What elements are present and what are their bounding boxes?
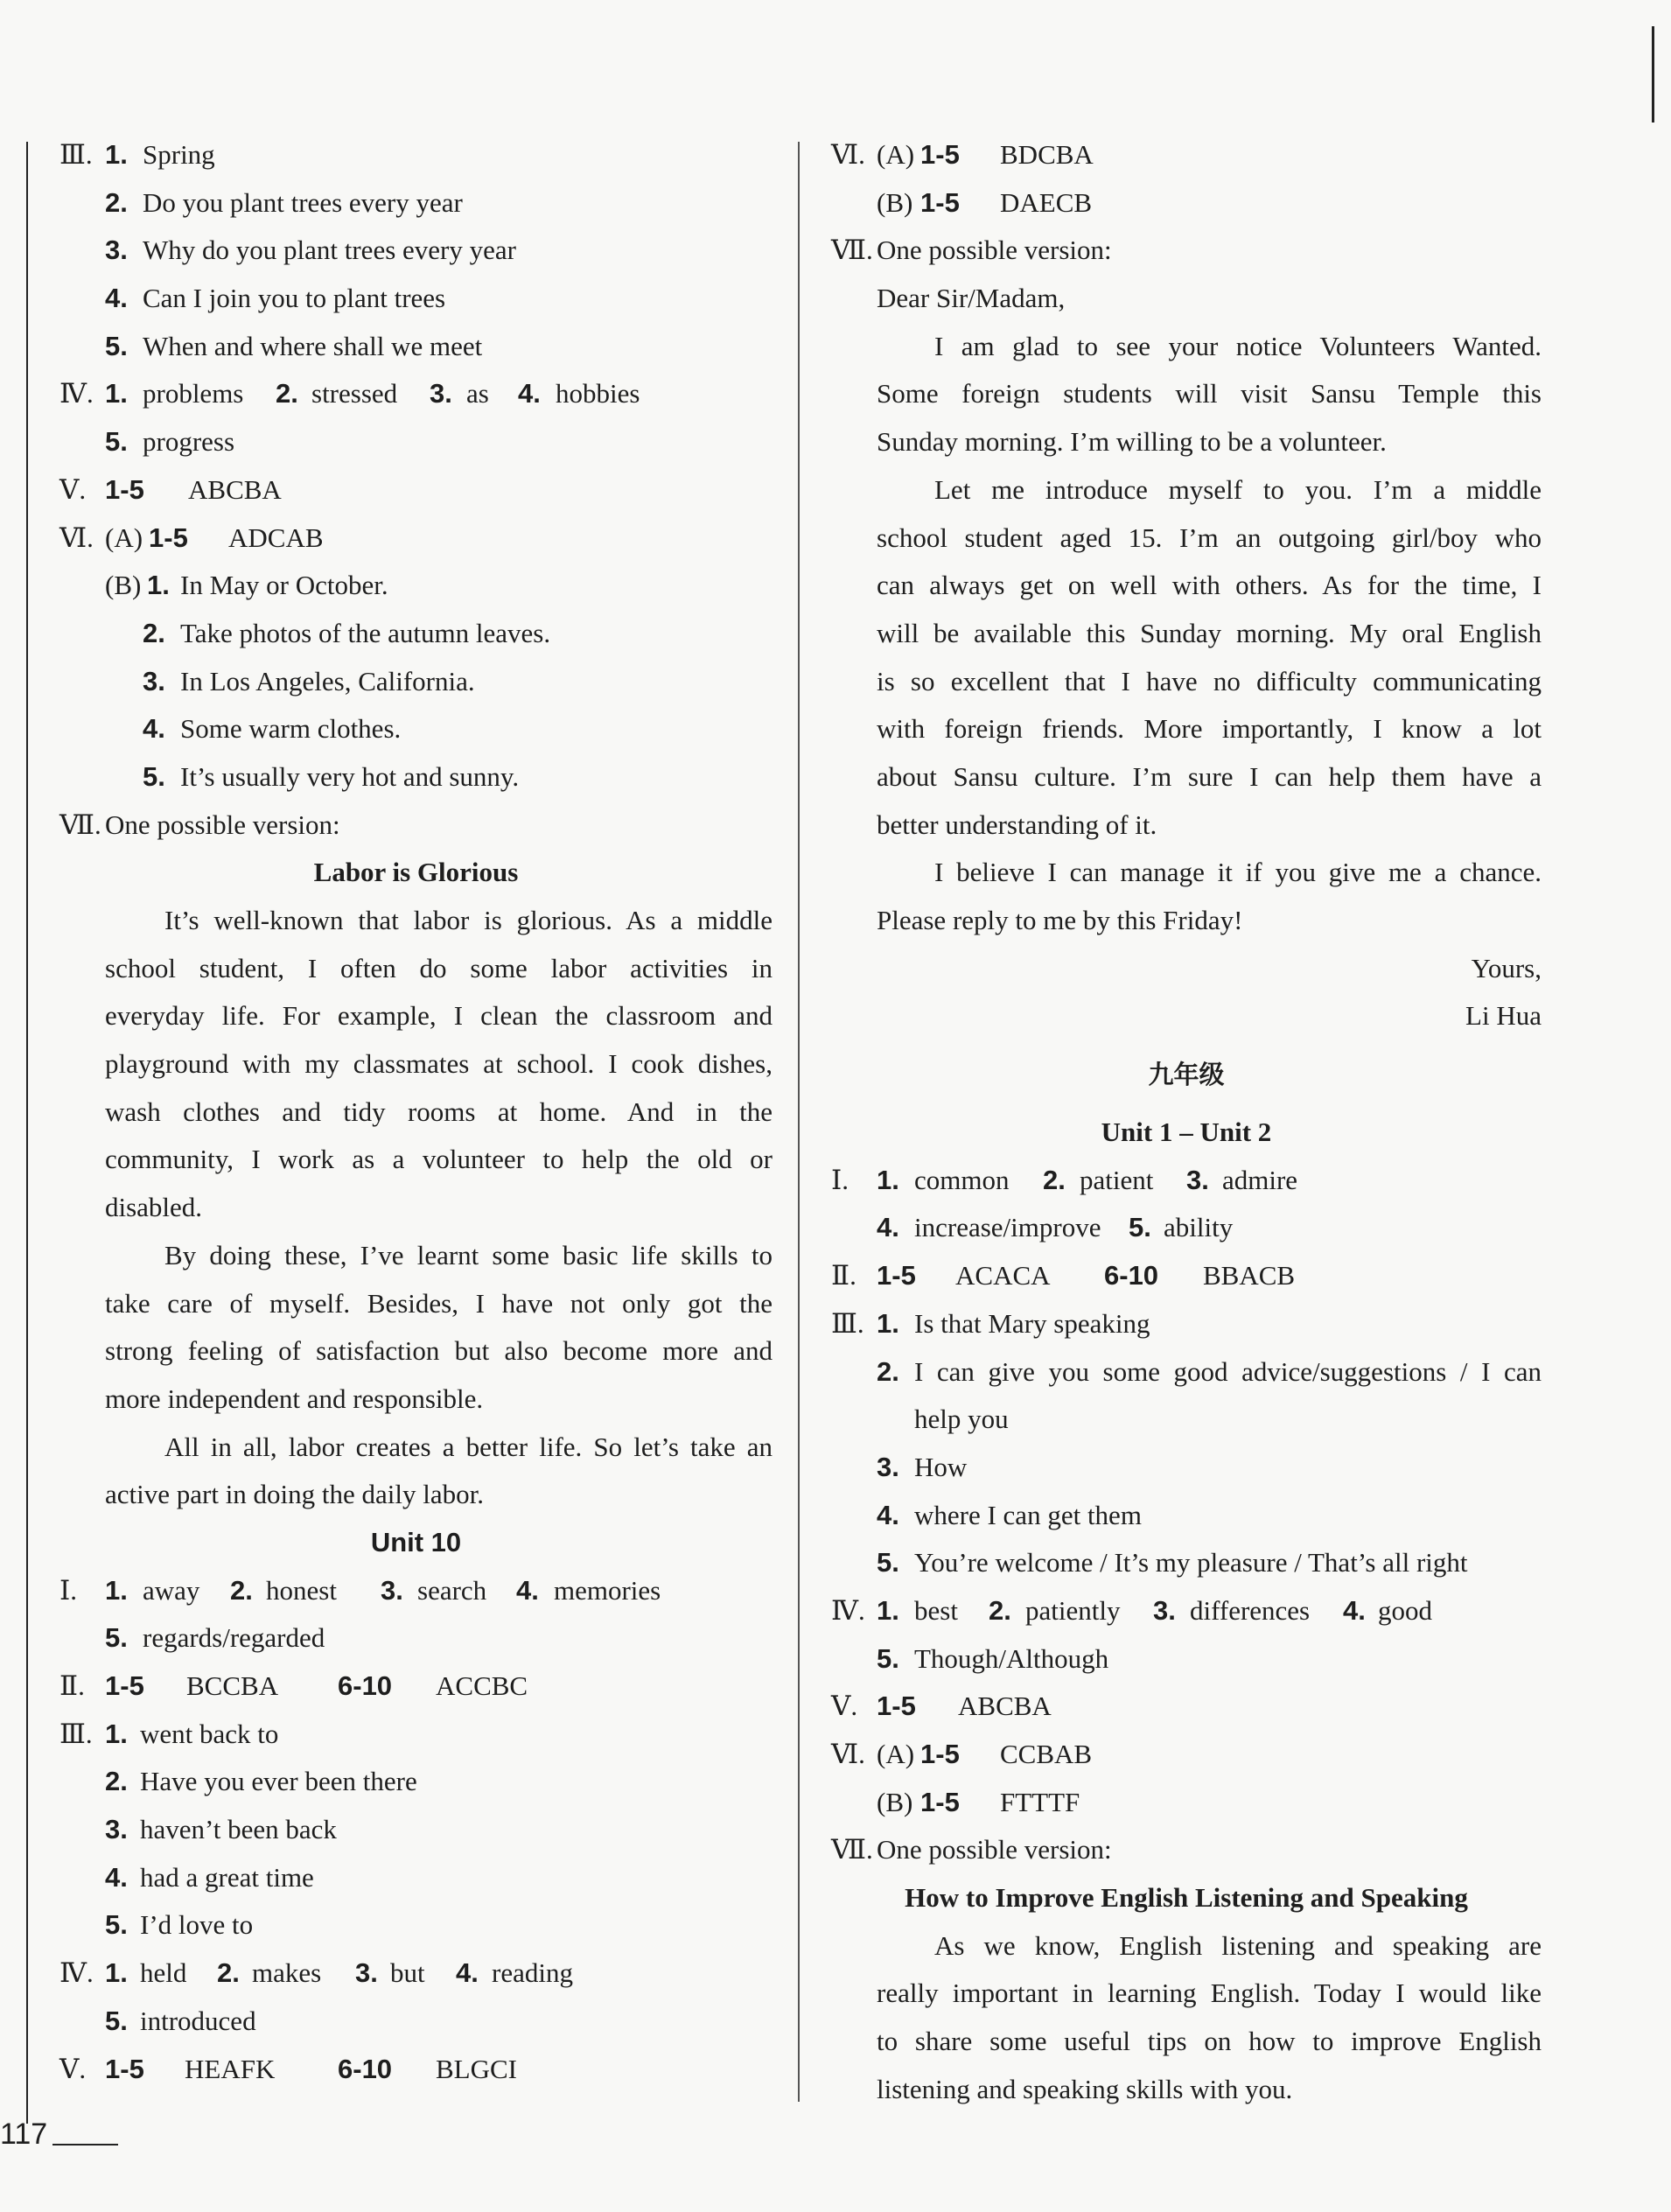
letter-line: about Sansu culture. I’m sure I can help them have a — [877, 760, 1542, 792]
answer-line: Ⅶ. One possible version: — [831, 227, 1542, 275]
answer-line: 4. Some warm clothes. — [143, 713, 402, 745]
answer-line: 5. regards/regarded — [105, 1622, 325, 1654]
essay-line: wash clothes and tidy rooms at home. And in the — [105, 1096, 773, 1127]
answer-line: 3. How — [877, 1451, 968, 1482]
section-numeral: Ⅶ. — [831, 1834, 873, 1866]
essay-line: strong feeling of satisfaction but also become more and — [105, 1335, 773, 1367]
essay-line: to share some useful tips on how to improve English — [877, 2026, 1542, 2057]
column-divider — [798, 142, 800, 2102]
answer-line: 5. Though/Although — [877, 1642, 1109, 1674]
answer-line: help you — [914, 1404, 1009, 1435]
page-number-rule — [52, 2144, 118, 2146]
section-numeral: Ⅶ. — [831, 234, 873, 266]
letter-line: school student aged 15. I’m an outgoing girl/boy who — [877, 522, 1542, 553]
answer-line: Ⅶ. One possible version: — [831, 1826, 1542, 1874]
section-numeral: Ⅲ. — [831, 1307, 864, 1339]
answer-line: (B) 1-5 FTTTF — [877, 1786, 1080, 1817]
letter-salutation: Dear Sir/Madam, — [877, 283, 1066, 314]
answer-line: 5. I’d love to — [105, 1909, 254, 1941]
answer-line: Ⅵ. (A) 1-5 ADCAB — [59, 514, 773, 563]
letter-line: with foreign friends. More importantly, I know a lot — [877, 713, 1542, 745]
answer-line: Ⅳ. 1. best 2. patiently 3. differences 4. good — [831, 1587, 1542, 1635]
essay-line: All in all, labor creates a better life. So let’s take an — [164, 1431, 773, 1462]
answer-line: 3. Why do you plant trees every year — [105, 234, 516, 266]
section-numeral: Ⅰ. — [831, 1164, 849, 1195]
answer-line: Ⅰ. 1. common 2. patient 3. admire — [831, 1157, 1542, 1205]
section-numeral: Ⅴ. — [831, 1690, 858, 1722]
essay-line: take care of myself. Besides, I have not only got the — [105, 1287, 773, 1319]
answer-line: Ⅳ. 1. problems 2. stressed 3. as 4. hobbies — [59, 370, 773, 418]
section-numeral: Ⅵ. — [831, 1739, 865, 1769]
section-numeral: Ⅵ. — [59, 522, 94, 553]
letter-line: Some foreign students will visit Sansu Temple this — [877, 378, 1542, 410]
answer-line: 3. In Los Angeles, California. — [143, 665, 475, 696]
answer-line: Ⅵ. (A) 1-5 CCBAB — [831, 1731, 1542, 1779]
letter-line: I believe I can manage it if you give me a chance. — [934, 857, 1542, 888]
unit-title: Unit 1 – Unit 2 — [1101, 1116, 1272, 1148]
section-numeral: Ⅶ. — [59, 808, 101, 840]
unit-title: Unit 10 — [370, 1526, 462, 1558]
answer-line: Ⅱ. 1-5 ACACA 6-10 BBACB — [831, 1252, 1542, 1300]
essay-line: playground with my classmates at school. I cook dishes, — [105, 1048, 773, 1080]
letter-line: I am glad to see your notice Volunteers Wanted. — [934, 330, 1542, 361]
answer-line: 3. haven’t been back — [105, 1814, 337, 1845]
page-number: 117 — [0, 2118, 48, 2151]
section-numeral: Ⅳ. — [831, 1594, 865, 1626]
essay-line: school student, I often do some labor activities in — [105, 952, 773, 984]
letter-line: Sunday morning. I’m willing to be a volunteer. — [877, 426, 1387, 458]
section-numeral: Ⅲ. — [59, 1718, 93, 1749]
right-edge-rule — [1652, 26, 1654, 122]
answer-line: 2. Have you ever been there — [105, 1766, 417, 1797]
section-numeral: Ⅲ. — [59, 139, 93, 170]
letter-closing: Yours, — [1471, 952, 1542, 984]
section-numeral: Ⅱ. — [831, 1260, 856, 1292]
essay-title: Labor is Glorious — [313, 857, 519, 888]
letter-signature: Li Hua — [1465, 1000, 1542, 1032]
answer-line: 5. introduced — [105, 2005, 256, 2036]
answer-line: 4. had a great time — [105, 1861, 314, 1893]
letter-line: better understanding of it. — [877, 808, 1157, 840]
essay-line: listening and speaking skills with you. — [877, 2073, 1293, 2104]
answer-line: 4. Can I join you to plant trees — [105, 283, 446, 314]
section-numeral: Ⅳ. — [59, 378, 94, 410]
essay-line: everyday life. For example, I clean the classroom and — [105, 1000, 773, 1032]
answer-line: Ⅲ. 1. went back to — [59, 1711, 773, 1759]
answer-line: 4. increase/improve 5. ability — [877, 1212, 1234, 1243]
answer-line: Ⅳ. 1. held 2. makes 3. but 4. reading — [59, 1950, 773, 1998]
answer-line: 5. When and where shall we meet — [105, 330, 483, 361]
answer-line: Ⅵ. (A) 1-5 BDCBA — [831, 131, 1542, 179]
essay-title: How to Improve English Listening and Speaking — [905, 1882, 1468, 1914]
section-numeral: Ⅵ. — [831, 139, 865, 170]
essay-line: active part in doing the daily labor. — [105, 1479, 485, 1510]
answer-line: 2. I can give you some good advice/suggestions / I can — [877, 1355, 1542, 1387]
left-margin-rule — [26, 142, 28, 2124]
answer-line: Ⅴ. 1-5 HEAFK 6-10 BLGCI — [59, 2046, 773, 2094]
essay-line: disabled. — [105, 1192, 203, 1223]
letter-line: is so excellent that I have no difficulty communicating — [877, 665, 1542, 696]
section-numeral: Ⅱ. — [59, 1670, 85, 1701]
answer-line: Ⅴ. 1-5 ABCBA — [59, 466, 773, 514]
letter-line: will be available this Sunday morning. My oral English — [877, 617, 1542, 648]
section-numeral: Ⅴ. — [59, 473, 87, 505]
answer-line: (B) 1. In May or October. — [105, 570, 388, 601]
section-numeral: Ⅳ. — [59, 1957, 94, 1989]
essay-line: more independent and responsible. — [105, 1382, 484, 1414]
essay-line: By doing these, I’ve learnt some basic life skills to — [164, 1239, 773, 1270]
left-column — [59, 131, 773, 2093]
right-column — [831, 131, 1542, 2114]
essay-line: It’s well-known that labor is glorious. As a middle — [164, 905, 773, 935]
letter-line: can always get on well with others. As for the time, I — [877, 570, 1542, 601]
answer-line: 5. You’re welcome / It’s my pleasure / That’s all right — [877, 1547, 1468, 1578]
answer-line: 5. progress — [105, 426, 235, 458]
answer-line: 4. where I can get them — [877, 1499, 1142, 1530]
answer-line: Ⅲ. 1. Spring — [59, 131, 773, 179]
letter-line: Please reply to me by this Friday! — [877, 905, 1243, 935]
grade-heading: 九年级 — [1148, 1060, 1225, 1090]
essay-line: really important in learning English. Today I would like — [877, 1978, 1542, 2009]
answer-line: (B) 1-5 DAECB — [877, 186, 1093, 218]
section-numeral: Ⅰ. — [59, 1574, 77, 1606]
answer-line: 2. Take photos of the autumn leaves. — [143, 617, 551, 648]
answer-line: Ⅰ. 1. away 2. honest 3. search 4. memories — [59, 1567, 773, 1615]
answer-line: 5. It’s usually very hot and sunny. — [143, 760, 520, 792]
answer-line: Ⅴ. 1-5 ABCBA — [831, 1683, 1542, 1731]
answer-line: Ⅱ. 1-5 BCCBA 6-10 ACCBC — [59, 1662, 773, 1711]
section-numeral: Ⅴ. — [59, 2053, 87, 2084]
answer-line: Ⅶ. One possible version: — [59, 802, 773, 850]
essay-line: As we know, English listening and speaking are — [934, 1929, 1542, 1961]
answer-line: 2. Do you plant trees every year — [105, 186, 463, 218]
answer-line: Ⅲ. 1. Is that Mary speaking — [831, 1300, 1542, 1348]
essay-line: community, I work as a volunteer to help the old or — [105, 1144, 773, 1175]
letter-line: Let me introduce myself to you. I’m a middle — [934, 473, 1542, 505]
